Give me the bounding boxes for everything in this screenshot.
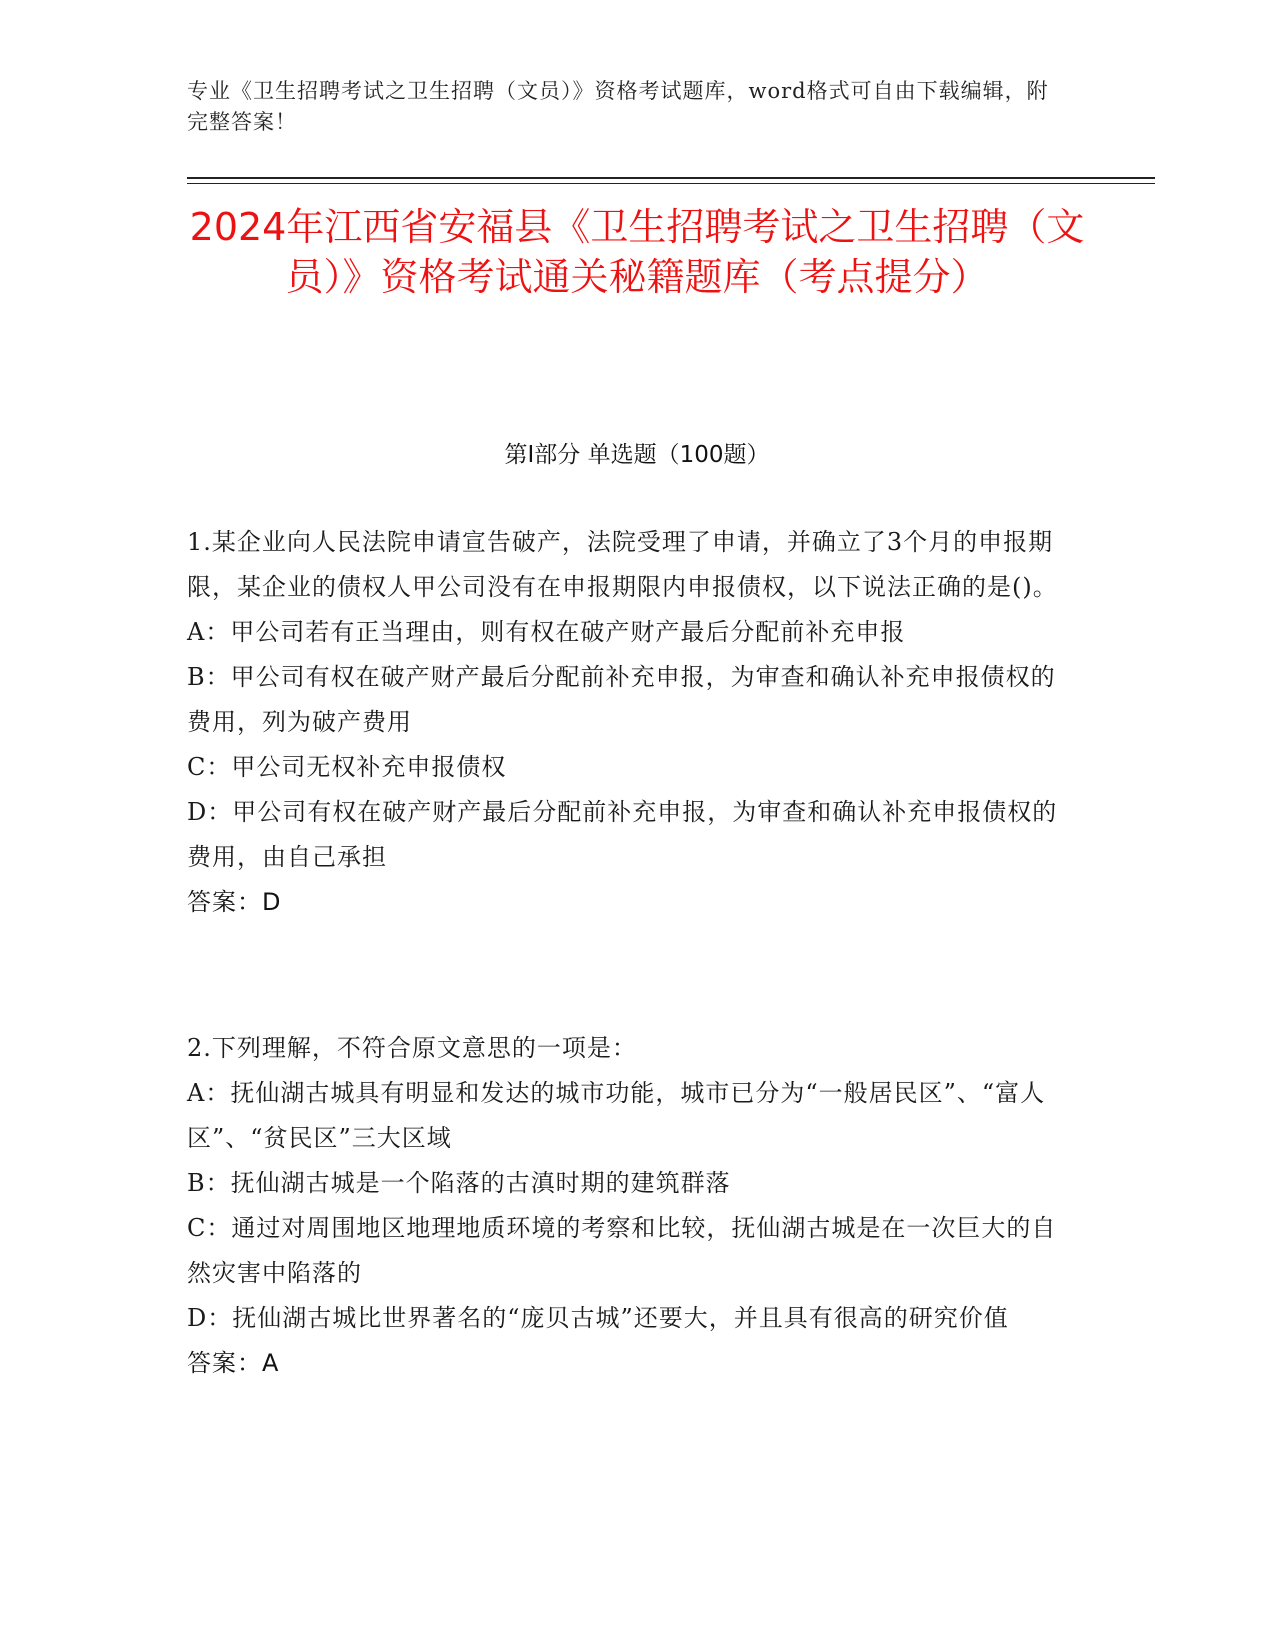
option-c: C：甲公司无权补充申报债权 [187, 753, 507, 781]
section-heading: 第Ⅰ部分 单选题（100题） [504, 442, 770, 468]
option-a: A：抚仙湖古城具有明显和发达的城市功能，城市已分为“一般居民区”、“富人区”、“贫民区”三大区域 [187, 1079, 1046, 1152]
document-title: 2024年江西省安福县《卫生招聘考试之卫生招聘（文员）》资格考试通关秘籍题库（考点提分） [189, 205, 1085, 299]
option-a: A：甲公司若有正当理由，则有权在破产财产最后分配前补充申报 [187, 618, 906, 646]
option-d: D：抚仙湖古城比世界著名的“庞贝古城”还要大，并且具有很高的研究价值 [187, 1304, 1009, 1332]
answer: 答案：A [187, 1349, 280, 1377]
question-block [187, 520, 1077, 925]
question-stem: 2.下列理解，不符合原文意思的一项是： [187, 1034, 637, 1062]
question-block [187, 1026, 1077, 1386]
question-stem: 1.某企业向人民法院申请宣告破产，法院受理了申请，并确立了3个月的申报期限，某企业的债权人甲公司没有在申报期限内申报债权，以下说法正确的是()。 [187, 528, 1058, 601]
option-d: D：甲公司有权在破产财产最后分配前补充申报，为审查和确认补充申报债权的费用，由自己承担 [187, 798, 1058, 871]
option-b: B：甲公司有权在破产财产最后分配前补充申报，为审查和确认补充申报债权的费用，列为破产费用 [187, 663, 1056, 736]
header-divider-thin [187, 183, 1155, 184]
answer: 答案：D [187, 888, 282, 916]
header-note: 专业《卫生招聘考试之卫生招聘（文员）》资格考试题库，word格式可自由下载编辑，附完整答案！ [187, 79, 1049, 134]
option-c: C：通过对周围地区地理地质环境的考察和比较，抚仙湖古城是在一次巨大的自然灾害中陷落的 [187, 1214, 1057, 1287]
option-b: B：抚仙湖古城是一个陷落的古滇时期的建筑群落 [187, 1169, 731, 1197]
header-divider [187, 177, 1155, 179]
